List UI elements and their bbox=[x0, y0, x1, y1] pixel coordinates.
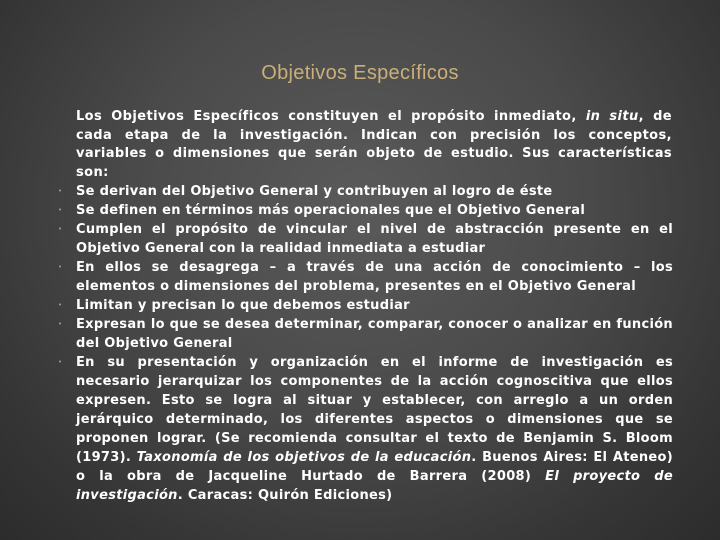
intro-paragraph bbox=[76, 108, 672, 182]
bullet-marker: • bbox=[58, 206, 63, 214]
book-title-bloom: Taxonomía de los objetivos de la educación bbox=[136, 450, 472, 465]
list-item-text: Expresan lo que se desea determinar, comparar, conocer o analizar en función del Objetivo General bbox=[76, 317, 673, 351]
list-item bbox=[58, 201, 673, 220]
intro-text-after: , de cada etapa de la investigación. Indican con precisión los conceptos, variables o dimensiones que serán objeto de estudio. Sus características son: bbox=[76, 109, 673, 180]
last-item-text-2: . Buenos Aires: El Ateneo) o la obra de Jacqueline Hurtado de Barrera (2008) bbox=[76, 450, 673, 484]
list-item-text: En ellos se desagrega – a través de una acción de conocimiento – los elementos o dimensiones del problema, presentes en el Objetivo General bbox=[76, 260, 673, 294]
bullet-marker: • bbox=[58, 263, 63, 271]
last-item-text-3: . Caracas: Quirón Ediciones) bbox=[177, 488, 393, 503]
intro-italic-term: in situ bbox=[585, 109, 639, 124]
slide-title: Objetivos Específicos bbox=[261, 62, 459, 84]
list-item bbox=[58, 258, 673, 296]
list-item-last bbox=[58, 353, 673, 505]
characteristics-list bbox=[58, 182, 673, 505]
bullet-marker: • bbox=[58, 358, 63, 366]
bullet-marker: • bbox=[58, 320, 63, 328]
list-item-text: Se derivan del Objetivo General y contribuyen al logro de éste bbox=[76, 184, 553, 199]
list-item bbox=[58, 296, 673, 315]
intro-text-before: Los Objetivos Específicos constituyen el propósito inmediato, bbox=[76, 109, 586, 124]
bullet-marker: • bbox=[58, 187, 63, 195]
book-title-hurtado: El proyecto de investigación bbox=[76, 469, 673, 503]
list-item-text: Cumplen el propósito de vincular el nivel de abstracción presente en el Objetivo General con la realidad inmediata a estudiar bbox=[76, 222, 673, 256]
last-item-text-1: En su presentación y organización en el informe de investigación es necesario jerarquizar los componentes de la acción cognoscitiva que ellos expresen. Esto se logra al situar y establecer, con arreglo a un orden jerárquico determinado, los diferentes aspectos o dimensiones que se proponen lograr. (Se recomienda consultar el texto de Benjamin S. Bloom (1973). bbox=[76, 355, 673, 465]
bullet-marker: • bbox=[58, 225, 63, 233]
list-item bbox=[58, 220, 673, 258]
list-item bbox=[58, 182, 673, 201]
list-item-text: Se definen en términos más operacionales que el Objetivo General bbox=[76, 203, 586, 218]
bullet-marker: • bbox=[58, 301, 63, 309]
list-item bbox=[58, 315, 673, 353]
list-item-text: Limitan y precisan lo que debemos estudiar bbox=[76, 298, 410, 313]
